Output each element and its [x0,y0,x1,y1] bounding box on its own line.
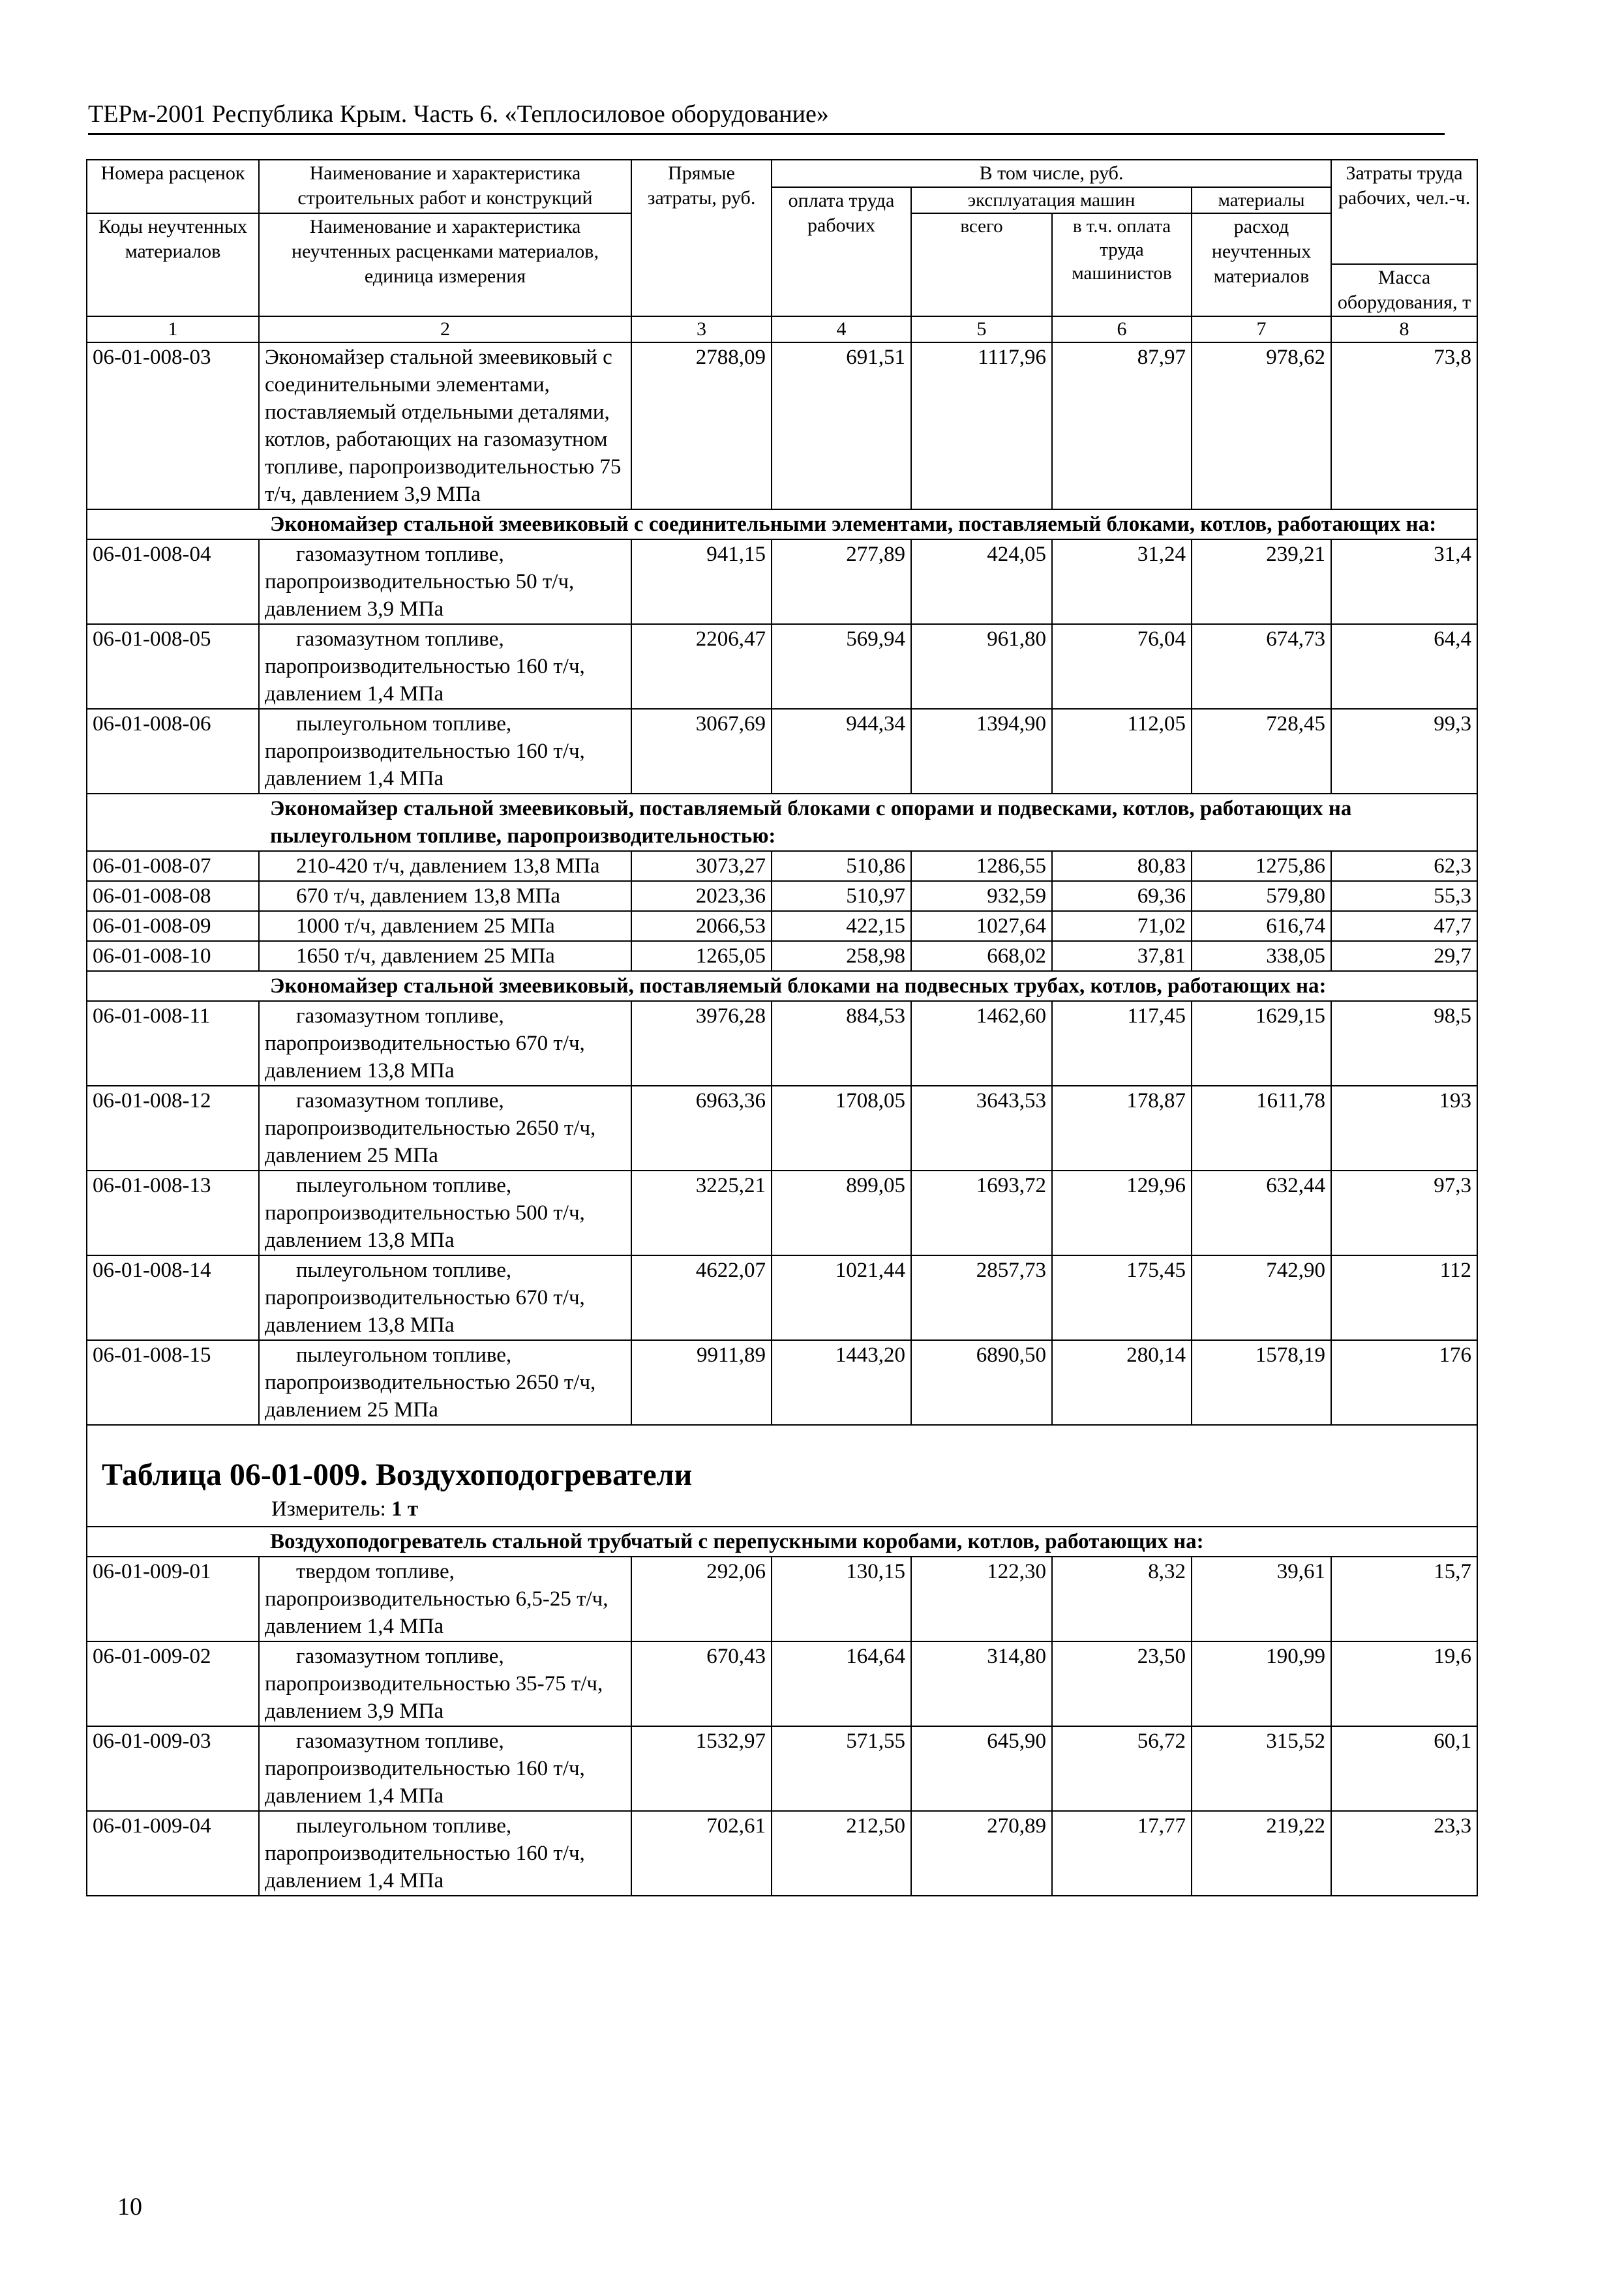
materials-cell: 674,73 [1192,624,1331,709]
rate-name-cell [259,1001,631,1086]
materials-cell: 338,05 [1192,941,1331,971]
rate-name-text: 670 т/ч, давлением 13,8 МПа [296,884,561,908]
col-machines-total-header: всего [911,213,1052,316]
machines-total-cell: 2857,73 [911,1255,1052,1340]
table2-title-row [87,1425,1477,1527]
column-numbers-row [87,316,1477,342]
direct-costs-cell: 3976,28 [631,1001,772,1086]
machines-total-cell: 1394,90 [911,709,1052,794]
worker-pay-cell: 510,86 [772,851,911,881]
rate-name-cell [259,624,631,709]
machines-total-cell: 270,89 [911,1811,1052,1896]
worker-pay-cell: 691,51 [772,342,911,509]
rates-table [86,159,1478,1896]
rate-name-text: пылеугольном топливе, паропроизводительностью 500 т/ч, давлением 13,8 МПа [265,1174,585,1252]
direct-costs-cell: 292,06 [631,1557,772,1641]
rate-name-text: газомазутном топливе, паропроизводительностью 50 т/ч, давлением 3,9 МПа [265,543,575,621]
rate-code-cell: 06-01-008-10 [87,941,259,971]
column-number: 8 [1331,316,1477,342]
worker-pay-cell: 899,05 [772,1171,911,1255]
group-heading: Экономайзер стальной змеевиковый, поставляемый блоками на подвесных трубах, котлов, работающих на: [87,971,1477,1001]
group-heading: Экономайзер стальной змеевиковый с соединительными элементами, поставляемый блоками, котлов, работающих на: [87,509,1477,539]
materials-cell: 742,90 [1192,1255,1331,1340]
rate-name-text: пылеугольном топливе, паропроизводительностью 670 т/ч, давлением 13,8 МПа [265,1259,585,1337]
direct-costs-cell: 3067,69 [631,709,772,794]
table2-title: Таблица 06-01-009. Воздухоподогреватели [102,1458,693,1492]
machinists-pay-cell: 117,45 [1052,1001,1192,1086]
machinists-pay-cell: 71,02 [1052,911,1192,941]
rate-code-cell: 06-01-008-14 [87,1255,259,1340]
machines-total-cell: 1286,55 [911,851,1052,881]
rate-name-text: 1000 т/ч, давлением 25 МПа [296,914,555,938]
machines-total-cell: 1117,96 [911,342,1052,509]
column-number: 7 [1192,316,1331,342]
column-number: 3 [631,316,772,342]
direct-costs-cell: 2023,36 [631,881,772,911]
machines-total-cell: 645,90 [911,1726,1052,1811]
direct-costs-cell: 3225,21 [631,1171,772,1255]
table-row [87,342,1477,509]
measure-value: 1 т [391,1497,419,1521]
direct-costs-cell: 4622,07 [631,1255,772,1340]
col-including-header: В том числе, руб. [772,160,1331,187]
rate-code-cell: 06-01-009-01 [87,1557,259,1641]
labor-costs-cell: 73,8 [1331,342,1477,509]
machinists-pay-cell: 31,24 [1052,539,1192,624]
col-codes-header-top: Номера расценок [87,160,259,213]
table-row [87,1171,1477,1255]
rate-name-cell [259,1171,631,1255]
machines-total-cell: 1462,60 [911,1001,1052,1086]
worker-pay-cell: 510,97 [772,881,911,911]
machinists-pay-cell: 112,05 [1052,709,1192,794]
labor-costs-cell: 193 [1331,1086,1477,1171]
rate-code-cell: 06-01-008-05 [87,624,259,709]
col-material-names-header: Наименование и характеристика неучтенных расценками материалов, единица измерения [259,213,631,316]
col-equipment-mass-header: Масса оборудования, т [1331,264,1477,316]
materials-cell: 579,80 [1192,881,1331,911]
labor-costs-cell: 31,4 [1331,539,1477,624]
rate-code-cell: 06-01-008-04 [87,539,259,624]
materials-cell: 1611,78 [1192,1086,1331,1171]
worker-pay-cell: 130,15 [772,1557,911,1641]
column-number: 2 [259,316,631,342]
rate-name-cell [259,911,631,941]
labor-costs-cell: 97,3 [1331,1171,1477,1255]
direct-costs-cell: 3073,27 [631,851,772,881]
materials-cell: 978,62 [1192,342,1331,509]
col-machines-header: эксплуатация машин [911,187,1192,213]
rate-name-cell [259,1641,631,1726]
table-row [87,1726,1477,1811]
machines-total-cell: 668,02 [911,941,1052,971]
materials-cell: 616,74 [1192,911,1331,941]
machines-total-cell: 961,80 [911,624,1052,709]
worker-pay-cell: 258,98 [772,941,911,971]
measure-label: Измеритель: [271,1497,386,1521]
rate-name-text: пылеугольном топливе, паропроизводительностью 160 т/ч, давлением 1,4 МПа [265,712,585,790]
direct-costs-cell: 941,15 [631,539,772,624]
labor-costs-cell: 176 [1331,1340,1477,1425]
worker-pay-cell: 944,34 [772,709,911,794]
table-row [87,624,1477,709]
machinists-pay-cell: 178,87 [1052,1086,1192,1171]
machinists-pay-cell: 129,96 [1052,1171,1192,1255]
machines-total-cell: 6890,50 [911,1340,1052,1425]
worker-pay-cell: 1443,20 [772,1340,911,1425]
rate-name-cell [259,1726,631,1811]
materials-cell: 190,99 [1192,1641,1331,1726]
materials-cell: 239,21 [1192,539,1331,624]
rate-code-cell: 06-01-008-13 [87,1171,259,1255]
labor-costs-cell: 23,3 [1331,1811,1477,1896]
group-heading-row [87,971,1477,1001]
col-name-header-top: Наименование и характеристика строительных работ и конструкций [259,160,631,213]
table-row [87,881,1477,911]
table-row [87,709,1477,794]
table-row [87,1086,1477,1171]
machines-total-cell: 1027,64 [911,911,1052,941]
table2-measure [87,1495,1477,1526]
rate-name-text: газомазутном топливе, паропроизводительностью 2650 т/ч, давлением 25 МПа [265,1089,596,1167]
rate-code-cell: 06-01-008-09 [87,911,259,941]
direct-costs-cell: 2206,47 [631,624,772,709]
direct-costs-cell: 1532,97 [631,1726,772,1811]
rate-code-cell: 06-01-008-15 [87,1340,259,1425]
col-materials-header: материалы [1192,187,1331,213]
labor-costs-cell: 15,7 [1331,1557,1477,1641]
column-number: 1 [87,316,259,342]
labor-costs-cell: 62,3 [1331,851,1477,881]
machines-total-cell: 314,80 [911,1641,1052,1726]
machinists-pay-cell: 76,04 [1052,624,1192,709]
materials-cell: 219,22 [1192,1811,1331,1896]
machinists-pay-cell: 23,50 [1052,1641,1192,1726]
labor-costs-cell: 112 [1331,1255,1477,1340]
direct-costs-cell: 670,43 [631,1641,772,1726]
materials-cell: 315,52 [1192,1726,1331,1811]
col-worker-pay-header: оплата труда рабочих [772,187,911,316]
rate-name-cell [259,941,631,971]
machinists-pay-cell: 56,72 [1052,1726,1192,1811]
rate-code-cell: 06-01-008-12 [87,1086,259,1171]
rate-name-text: газомазутном топливе, паропроизводительностью 160 т/ч, давлением 1,4 МПа [265,627,585,706]
labor-costs-cell: 64,4 [1331,624,1477,709]
rate-name-text: 1650 т/ч, давлением 25 МПа [296,944,555,968]
machinists-pay-cell: 175,45 [1052,1255,1192,1340]
labor-costs-cell: 55,3 [1331,881,1477,911]
rate-code-cell: 06-01-008-06 [87,709,259,794]
rate-name-cell [259,1811,631,1896]
rate-name-text: газомазутном топливе, паропроизводительностью 35-75 т/ч, давлением 3,9 МПа [265,1645,603,1723]
rate-name-cell [259,1557,631,1641]
materials-cell: 728,45 [1192,709,1331,794]
table-row [87,1340,1477,1425]
direct-costs-cell: 702,61 [631,1811,772,1896]
group-heading-row [87,1527,1477,1557]
direct-costs-cell: 1265,05 [631,941,772,971]
machinists-pay-cell: 37,81 [1052,941,1192,971]
worker-pay-cell: 1708,05 [772,1086,911,1171]
rate-name-text: твердом топливе, паропроизводительностью 6,5-25 т/ч, давлением 1,4 МПа [265,1560,609,1638]
materials-cell: 1275,86 [1192,851,1331,881]
worker-pay-cell: 1021,44 [772,1255,911,1340]
labor-costs-cell: 98,5 [1331,1001,1477,1086]
rate-code-cell: 06-01-008-11 [87,1001,259,1086]
rate-name-cell: Экономайзер стальной змеевиковый с соединительными элементами, поставляемый отдельными деталями, котлов, работающих на газомазутном топливе, паропроизводительностью 75 т/ч, давлением 3,9 МПа [259,342,631,509]
rate-name-cell [259,1255,631,1340]
rate-code-cell: 06-01-009-02 [87,1641,259,1726]
col-machinists-pay-header: в т.ч. оплата труда машинистов [1052,213,1192,316]
materials-cell: 39,61 [1192,1557,1331,1641]
machinists-pay-cell: 8,32 [1052,1557,1192,1641]
table-row [87,941,1477,971]
rate-name-cell [259,881,631,911]
table-row [87,851,1477,881]
page-header: ТЕРм-2001 Республика Крым. Часть 6. «Теплосиловое оборудование» [88,98,1445,135]
rate-name-cell [259,851,631,881]
direct-costs-cell: 9911,89 [631,1340,772,1425]
table-row [87,1641,1477,1726]
materials-cell: 1578,19 [1192,1340,1331,1425]
col-material-consumption-header: расход неучтенных материалов [1192,213,1331,316]
column-number: 5 [911,316,1052,342]
worker-pay-cell: 277,89 [772,539,911,624]
page-number: 10 [117,2193,142,2221]
labor-costs-cell: 60,1 [1331,1726,1477,1811]
machines-total-cell: 122,30 [911,1557,1052,1641]
rate-name-cell [259,539,631,624]
table-row [87,1557,1477,1641]
table-row [87,911,1477,941]
worker-pay-cell: 569,94 [772,624,911,709]
materials-cell: 1629,15 [1192,1001,1331,1086]
worker-pay-cell: 164,64 [772,1641,911,1726]
direct-costs-cell: 2788,09 [631,342,772,509]
machines-total-cell: 3643,53 [911,1086,1052,1171]
worker-pay-cell: 422,15 [772,911,911,941]
machines-total-cell: 424,05 [911,539,1052,624]
machinists-pay-cell: 17,77 [1052,1811,1192,1896]
column-number: 6 [1052,316,1192,342]
labor-costs-cell: 47,7 [1331,911,1477,941]
table-row [87,539,1477,624]
materials-cell: 632,44 [1192,1171,1331,1255]
group-heading-row [87,509,1477,539]
rate-code-cell: 06-01-008-07 [87,851,259,881]
worker-pay-cell: 571,55 [772,1726,911,1811]
rate-name-cell [259,1086,631,1171]
group-heading-row [87,794,1477,851]
machinists-pay-cell: 280,14 [1052,1340,1192,1425]
rate-name-text: пылеугольном топливе, паропроизводительностью 160 т/ч, давлением 1,4 МПа [265,1814,585,1893]
rate-name-cell [259,1340,631,1425]
machinists-pay-cell: 80,83 [1052,851,1192,881]
table-row [87,1811,1477,1896]
machines-total-cell: 932,59 [911,881,1052,911]
machines-total-cell: 1693,72 [911,1171,1052,1255]
labor-costs-cell: 19,6 [1331,1641,1477,1726]
group-heading: Экономайзер стальной змеевиковый, поставляемый блоками с опорами и подвесками, котлов, работающих на пылеугольном топливе, паропроизводительностью: [87,794,1477,851]
rate-name-text: 210-420 т/ч, давлением 13,8 МПа [296,854,600,878]
machinists-pay-cell: 69,36 [1052,881,1192,911]
rate-code-cell: 06-01-009-03 [87,1726,259,1811]
rate-code-cell: 06-01-009-04 [87,1811,259,1896]
direct-costs-cell: 6963,36 [631,1086,772,1171]
labor-costs-cell: 99,3 [1331,709,1477,794]
rate-code-cell: 06-01-008-03 [87,342,259,509]
table-row [87,1255,1477,1340]
rate-name-text: газомазутном топливе, паропроизводительностью 160 т/ч, давлением 1,4 МПа [265,1729,585,1808]
col-material-codes-header: Коды неучтенных материалов [87,213,259,316]
group-heading: Воздухоподогреватель стальной трубчатый с перепускными коробами, котлов, работающих на: [87,1527,1477,1557]
table2-title-cell [87,1425,1477,1527]
table-row [87,1001,1477,1086]
worker-pay-cell: 884,53 [772,1001,911,1086]
direct-costs-cell: 2066,53 [631,911,772,941]
labor-costs-cell: 29,7 [1331,941,1477,971]
col-direct-costs-header: Прямые затраты, руб. [631,160,772,316]
worker-pay-cell: 212,50 [772,1811,911,1896]
col-labor-costs-header: Затраты труда рабочих, чел.-ч. [1331,160,1477,264]
rate-code-cell: 06-01-008-08 [87,881,259,911]
rate-name-cell [259,709,631,794]
column-number: 4 [772,316,911,342]
rate-name-text: газомазутном топливе, паропроизводительностью 670 т/ч, давлением 13,8 МПа [265,1004,585,1083]
machinists-pay-cell: 87,97 [1052,342,1192,509]
rate-name-text: пылеугольном топливе, паропроизводительностью 2650 т/ч, давлением 25 МПа [265,1343,596,1422]
